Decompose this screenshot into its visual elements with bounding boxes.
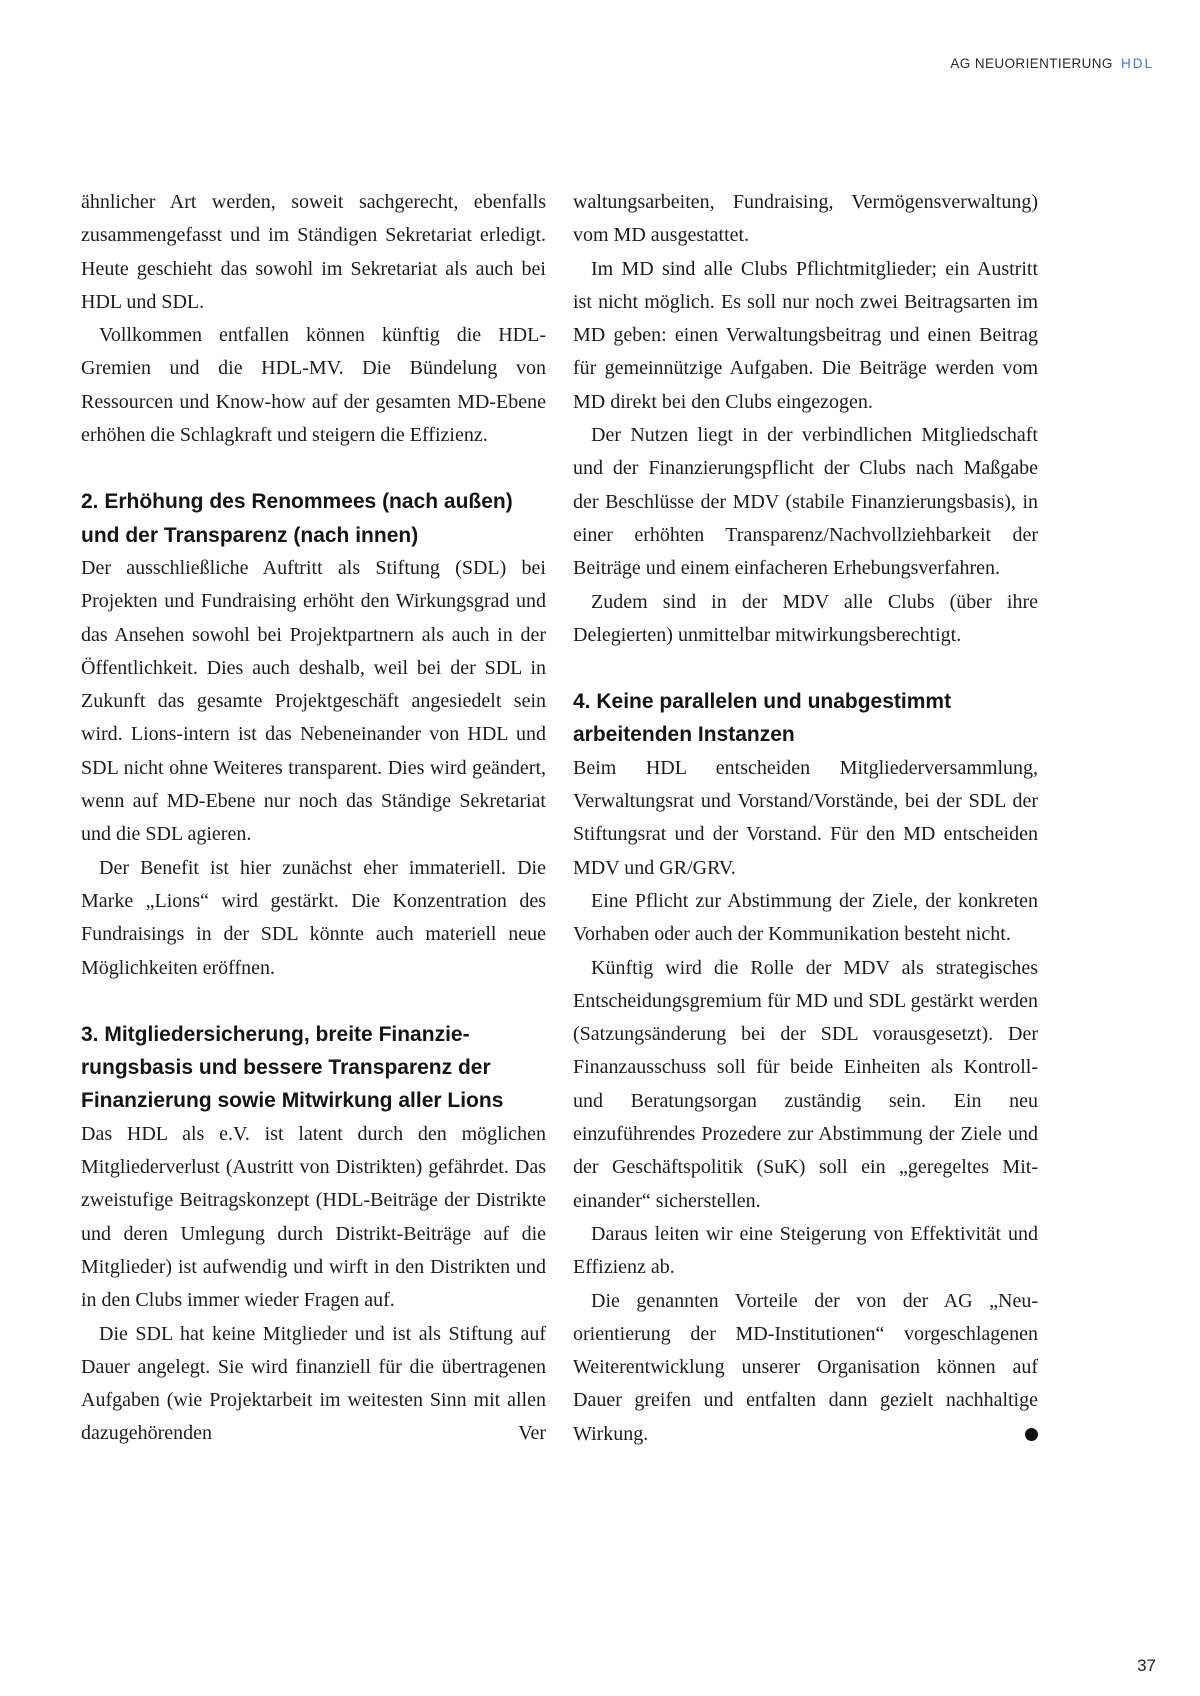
page-number: 37 bbox=[1137, 1656, 1156, 1675]
lions-logo-icon: L bbox=[1025, 1428, 1038, 1441]
paragraph: waltungsarbeiten, Fundraising, Vermögensverwaltung) vom MD ausgestattet. bbox=[573, 191, 1038, 247]
paragraph: Das HDL als e.V. ist latent durch den möglichen Mitgliederverlust (Austritt von Distrikten) gefährdet. Das zweistufige Beitragskonzept (HDL-Beiträge der Distrikte und deren Umlegung durch Distrikt-Beiträge auf die Mitglieder) ist aufwendig und wirft in den Distrikten und in den Clubs immer wieder Fragen auf. bbox=[81, 1122, 546, 1312]
left-column bbox=[81, 186, 546, 1451]
paragraph: Der ausschließliche Auftritt als Stiftung (SDL) bei Projekten und Fundraising erhöht den Wirkungsgrad und das Ansehen sowohl bei Projektpartnern als auch in der Öffentlichkeit. Dies auch deshalb, weil bei der SDL in Zukunft das gesamte Projektgeschäft angesiedelt sein wird. Lions-intern ist das Nebeneinander von HDL und SDL nicht ohne Weiteres transparent. Dies wird geändert, wenn auf MD-Ebene nur noch das Ständige Sekretariat und die SDL agieren. bbox=[81, 556, 546, 846]
right-column bbox=[573, 186, 1049, 1451]
section-heading-4: 4. Keine parallelen und unabgestimmt arbeitenden Instanzen bbox=[573, 690, 952, 747]
section-heading-2: 2. Erhöhung des Renommees (nach außen) und der Transparenz (nach innen) bbox=[81, 490, 513, 547]
paragraph-final bbox=[573, 1285, 1049, 1451]
paragraph: Vollkommen entfallen können künftig die HDL-Gremien und die HDL-MV. Die Bündelung von Ressourcen und Know-how auf der gesamten MD-Ebene erhöhen die Schlagkraft und steigern die Effizienz. bbox=[81, 324, 546, 447]
paragraph: Eine Pflicht zur Abstimmung der Ziele, der konkreten Vorhaben oder auch der Kommunikation besteht nicht. bbox=[573, 889, 1038, 946]
running-header-title: AG NEUORIENTIERUNG bbox=[950, 56, 1113, 71]
paragraph-final-text: Die genannten Vorteile der von der AG „Neuorientierung der MD-Institutionen“ vorgeschlagenen Weiterentwicklung unserer Organisation können auf Dauer greifen und entfalten dann gezielt nachhaltige Wirkung. bbox=[573, 1289, 1038, 1445]
paragraph: Künftig wird die Rolle der MDV als strategisches Entscheidungsgremium für MD und SDL gestärkt werden (Satzungsänderung bei der SDL vorausgesetzt). Der Finanzausschuss soll für beide Einheiten als Kontroll- und Beratungsorgan zuständig sein. Ein neu einzuführendes Prozedere zur Abstimmung der Ziele und der Geschäftspolitik (SuK) soll ein „geregeltes Miteinander“ sicherstellen. bbox=[573, 956, 1038, 1212]
paragraph: Im MD sind alle Clubs Pflichtmitglieder; ein Austritt ist nicht möglich. Es soll nur noch zwei Beitragsarten im MD geben: einen Verwaltungsbeitrag und einen Beitrag für gemeinnützige Aufgaben. Die Beiträge werden vom MD direkt bei den Clubs eingezogen. bbox=[573, 257, 1038, 413]
section-heading-3: 3. Mitgliedersicherung, breite Finanzierungsbasis und bessere Transparenz der Finanzierung sowie Mitwirkung aller Lions bbox=[81, 1022, 504, 1113]
running-header bbox=[950, 56, 1154, 71]
paragraph: ähnlicher Art werden, soweit sachgerecht, ebenfalls zusammengefasst und im Ständigen Sekretariat erledigt. Heute geschieht das sowohl im Sekretariat als auch bei HDL und SDL. bbox=[81, 191, 546, 313]
paragraph: Der Benefit ist hier zunächst eher immateriell. Die Marke „Lions“ wird gestärkt. Die Konzentration des Fundraisings in der SDL könnte auch materiell neue Möglichkeiten eröffnen. bbox=[81, 856, 546, 979]
paragraph: Zudem sind in der MDV alle Clubs (über ihre Delegierten) unmittelbar mitwirkungsberechtigt. bbox=[573, 590, 1038, 646]
running-header-accent: HDL bbox=[1120, 56, 1154, 71]
paragraph: Daraus leiten wir eine Steigerung von Effektivität und Effizienz ab. bbox=[573, 1222, 1038, 1279]
paragraph: Der Nutzen liegt in der verbindlichen Mitgliedschaft und der Finanzierungspflicht der Clubs nach Maßgabe der Beschlüsse der MDV (stabile Finanzierungsbasis), in einer erhöhten Transparenz/Nachvollziehbarkeit der Beiträge und einem einfacheren Erhebungsverfahren. bbox=[573, 424, 1038, 580]
paragraph: Die SDL hat keine Mitglieder und ist als Stiftung auf Dauer angelegt. Sie wird finanziell für die übertragenen Aufgaben (wie Projektarbeit im weitesten Sinn mit allen dazugehörenden Ver bbox=[81, 1322, 546, 1445]
paragraph: Beim HDL entscheiden Mitgliederversammlung, Verwaltungsrat und Vorstand/Vorstände, bei der SDL der Stiftungsrat und der Vorstand. Für den MD entscheiden MDV und GR/GRV. bbox=[573, 756, 1038, 879]
